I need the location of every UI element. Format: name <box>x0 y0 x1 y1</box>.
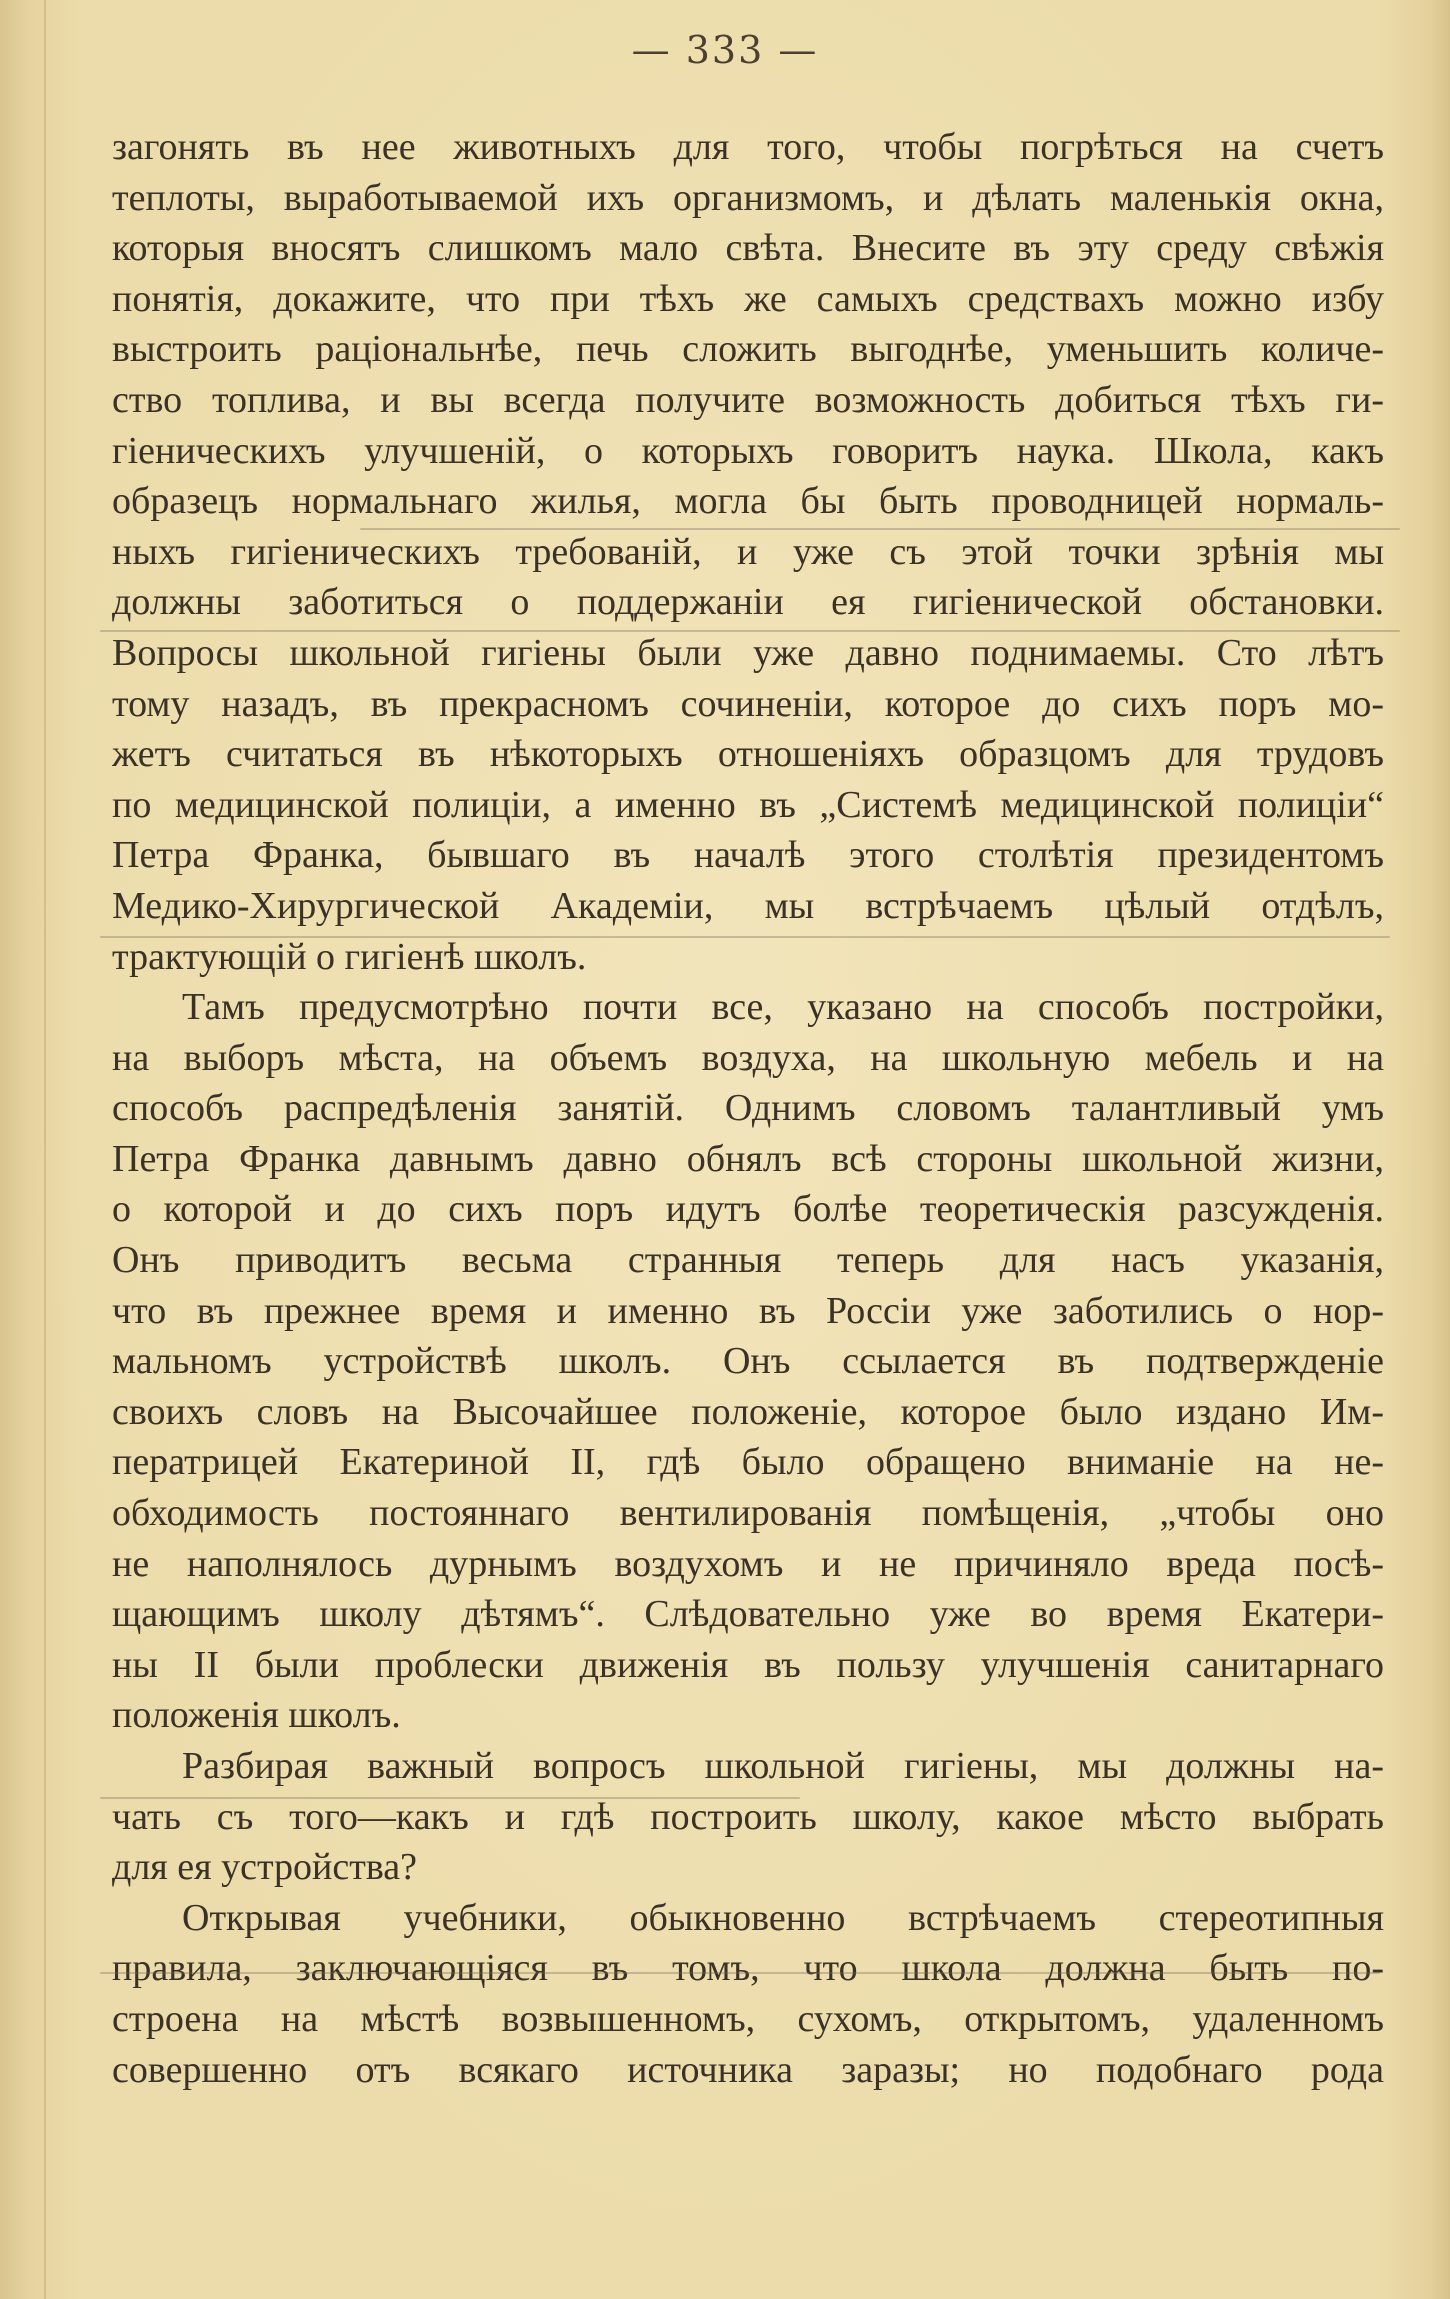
text-line: на выборъ мѣста, на объемъ воздуха, на школьную мебель и на <box>112 1036 1384 1079</box>
paragraph-start-line: Тамъ предусмотрѣно почти все, указано на способъ постройки, <box>182 986 1384 1029</box>
text-line: ныхъ гигіеническихъ требованій, и уже съ этой точки зрѣнія мы <box>112 530 1384 573</box>
body-text <box>112 122 1384 2095</box>
binding-gutter <box>44 0 46 2299</box>
text-line: обходимость постояннаго вентилированія помѣщенія, „чтобы оно <box>112 1492 1384 1535</box>
text-line: Петра Франка, бывшаго въ началѣ этого столѣтія президентомъ <box>112 834 1384 877</box>
text-line: совершенно отъ всякаго источника заразы; но подобнаго рода <box>112 2048 1384 2091</box>
text-line: мальномъ устройствѣ школъ. Онъ ссылается въ подтвержденіе <box>112 1340 1384 1383</box>
paragraph-start-line: Разбирая важный вопросъ школьной гигіены, мы должны на- <box>182 1745 1384 1787</box>
text-line: Медико-Хирургической Академіи, мы встрѣчаемъ цѣлый отдѣлъ, <box>112 884 1384 927</box>
text-line: теплоты, выработываемой ихъ организмомъ, и дѣлать маленькія окна, <box>112 176 1384 219</box>
pencil-underline <box>100 1972 1380 1974</box>
text-line: тому назадъ, въ прекрасномъ сочиненіи, которое до сихъ поръ мо- <box>112 682 1384 725</box>
text-line: образецъ нормальнаго жилья, могла бы быть проводницей нормаль- <box>112 480 1384 523</box>
text-line: не наполнялось дурнымъ воздухомъ и не причиняло вреда посѣ- <box>112 1542 1384 1585</box>
text-line: понятія, докажите, что при тѣхъ же самыхъ средствахъ можно избу <box>112 277 1384 320</box>
pencil-underline <box>360 528 1400 530</box>
text-line: щающимъ школу дѣтямъ“. Слѣдовательно уже во время Екатери- <box>112 1593 1384 1636</box>
text-line: которыя вносятъ слишкомъ мало свѣта. Внесите въ эту среду свѣжія <box>112 227 1384 270</box>
text-line: Онъ приводитъ весьма странныя теперь для насъ указанія, <box>112 1239 1384 1282</box>
text-line: Петра Франка давнымъ давно обнялъ всѣ стороны школьной жизни, <box>112 1137 1384 1180</box>
text-line: Вопросы школьной гигіены были уже давно поднимаемы. Сто лѣтъ <box>112 631 1384 674</box>
text-line: ператрицей Екатериной II, гдѣ было обращено вниманіе на не- <box>112 1441 1384 1484</box>
text-line: что въ прежнее время и именно въ Россіи уже заботились о нор- <box>112 1289 1384 1332</box>
text-line: жетъ считаться въ нѣкоторыхъ отношеніяхъ образцомъ для трудовъ <box>112 733 1384 776</box>
text-line: способъ распредѣленія занятій. Однимъ словомъ талантливый умъ <box>112 1087 1384 1130</box>
text-line: строена на мѣстѣ возвышенномъ, сухомъ, открытомъ, удаленномъ <box>112 1997 1384 2040</box>
text-line: о которой и до сихъ поръ идутъ болѣе теоретическія разсужденія. <box>112 1188 1384 1231</box>
text-line: загонять въ нее животныхъ для того, чтобы погрѣться на счетъ <box>112 126 1384 168</box>
paragraph-end-line: трактующій о гигіенѣ школъ. <box>112 935 587 978</box>
text-line: чать съ того—какъ и гдѣ построить школу, какое мѣсто выбрать <box>112 1795 1384 1838</box>
pencil-underline <box>100 936 1390 938</box>
paragraph-start-line: Открывая учебники, обыкновенно встрѣчаемъ стереотипныя <box>182 1896 1384 1939</box>
text-line: должны заботиться о поддержаніи ея гигіенической обстановки. <box>112 581 1384 624</box>
text-line: выстроить раціональнѣе, печь сложить выгоднѣе, уменьшить количе- <box>112 328 1384 371</box>
text-line: по медицинской полиціи, а именно въ „Системѣ медицинской полиціи“ <box>112 783 1384 826</box>
page-number: — 333 — <box>631 28 819 72</box>
text-line: ство топлива, и вы всегда получите возможность добиться тѣхъ ги- <box>112 378 1384 421</box>
text-line: своихъ словъ на Высочайшее положеніе, которое было издано Им- <box>112 1390 1384 1433</box>
pencil-underline <box>100 1797 800 1799</box>
pencil-underline <box>100 630 1400 632</box>
text-line: гіеническихъ улучшеній, о которыхъ говоритъ наука. Школа, какъ <box>112 429 1384 472</box>
paragraph-end-line: для ея устройства? <box>112 1846 418 1889</box>
text-line: правила, заключающіяся въ томъ, что школа должна быть по- <box>112 1947 1384 1990</box>
text-line: ны II были проблески движенія въ пользу улучшенія санитарнаго <box>112 1643 1384 1686</box>
paragraph-end-line: положенія школъ. <box>112 1694 401 1737</box>
